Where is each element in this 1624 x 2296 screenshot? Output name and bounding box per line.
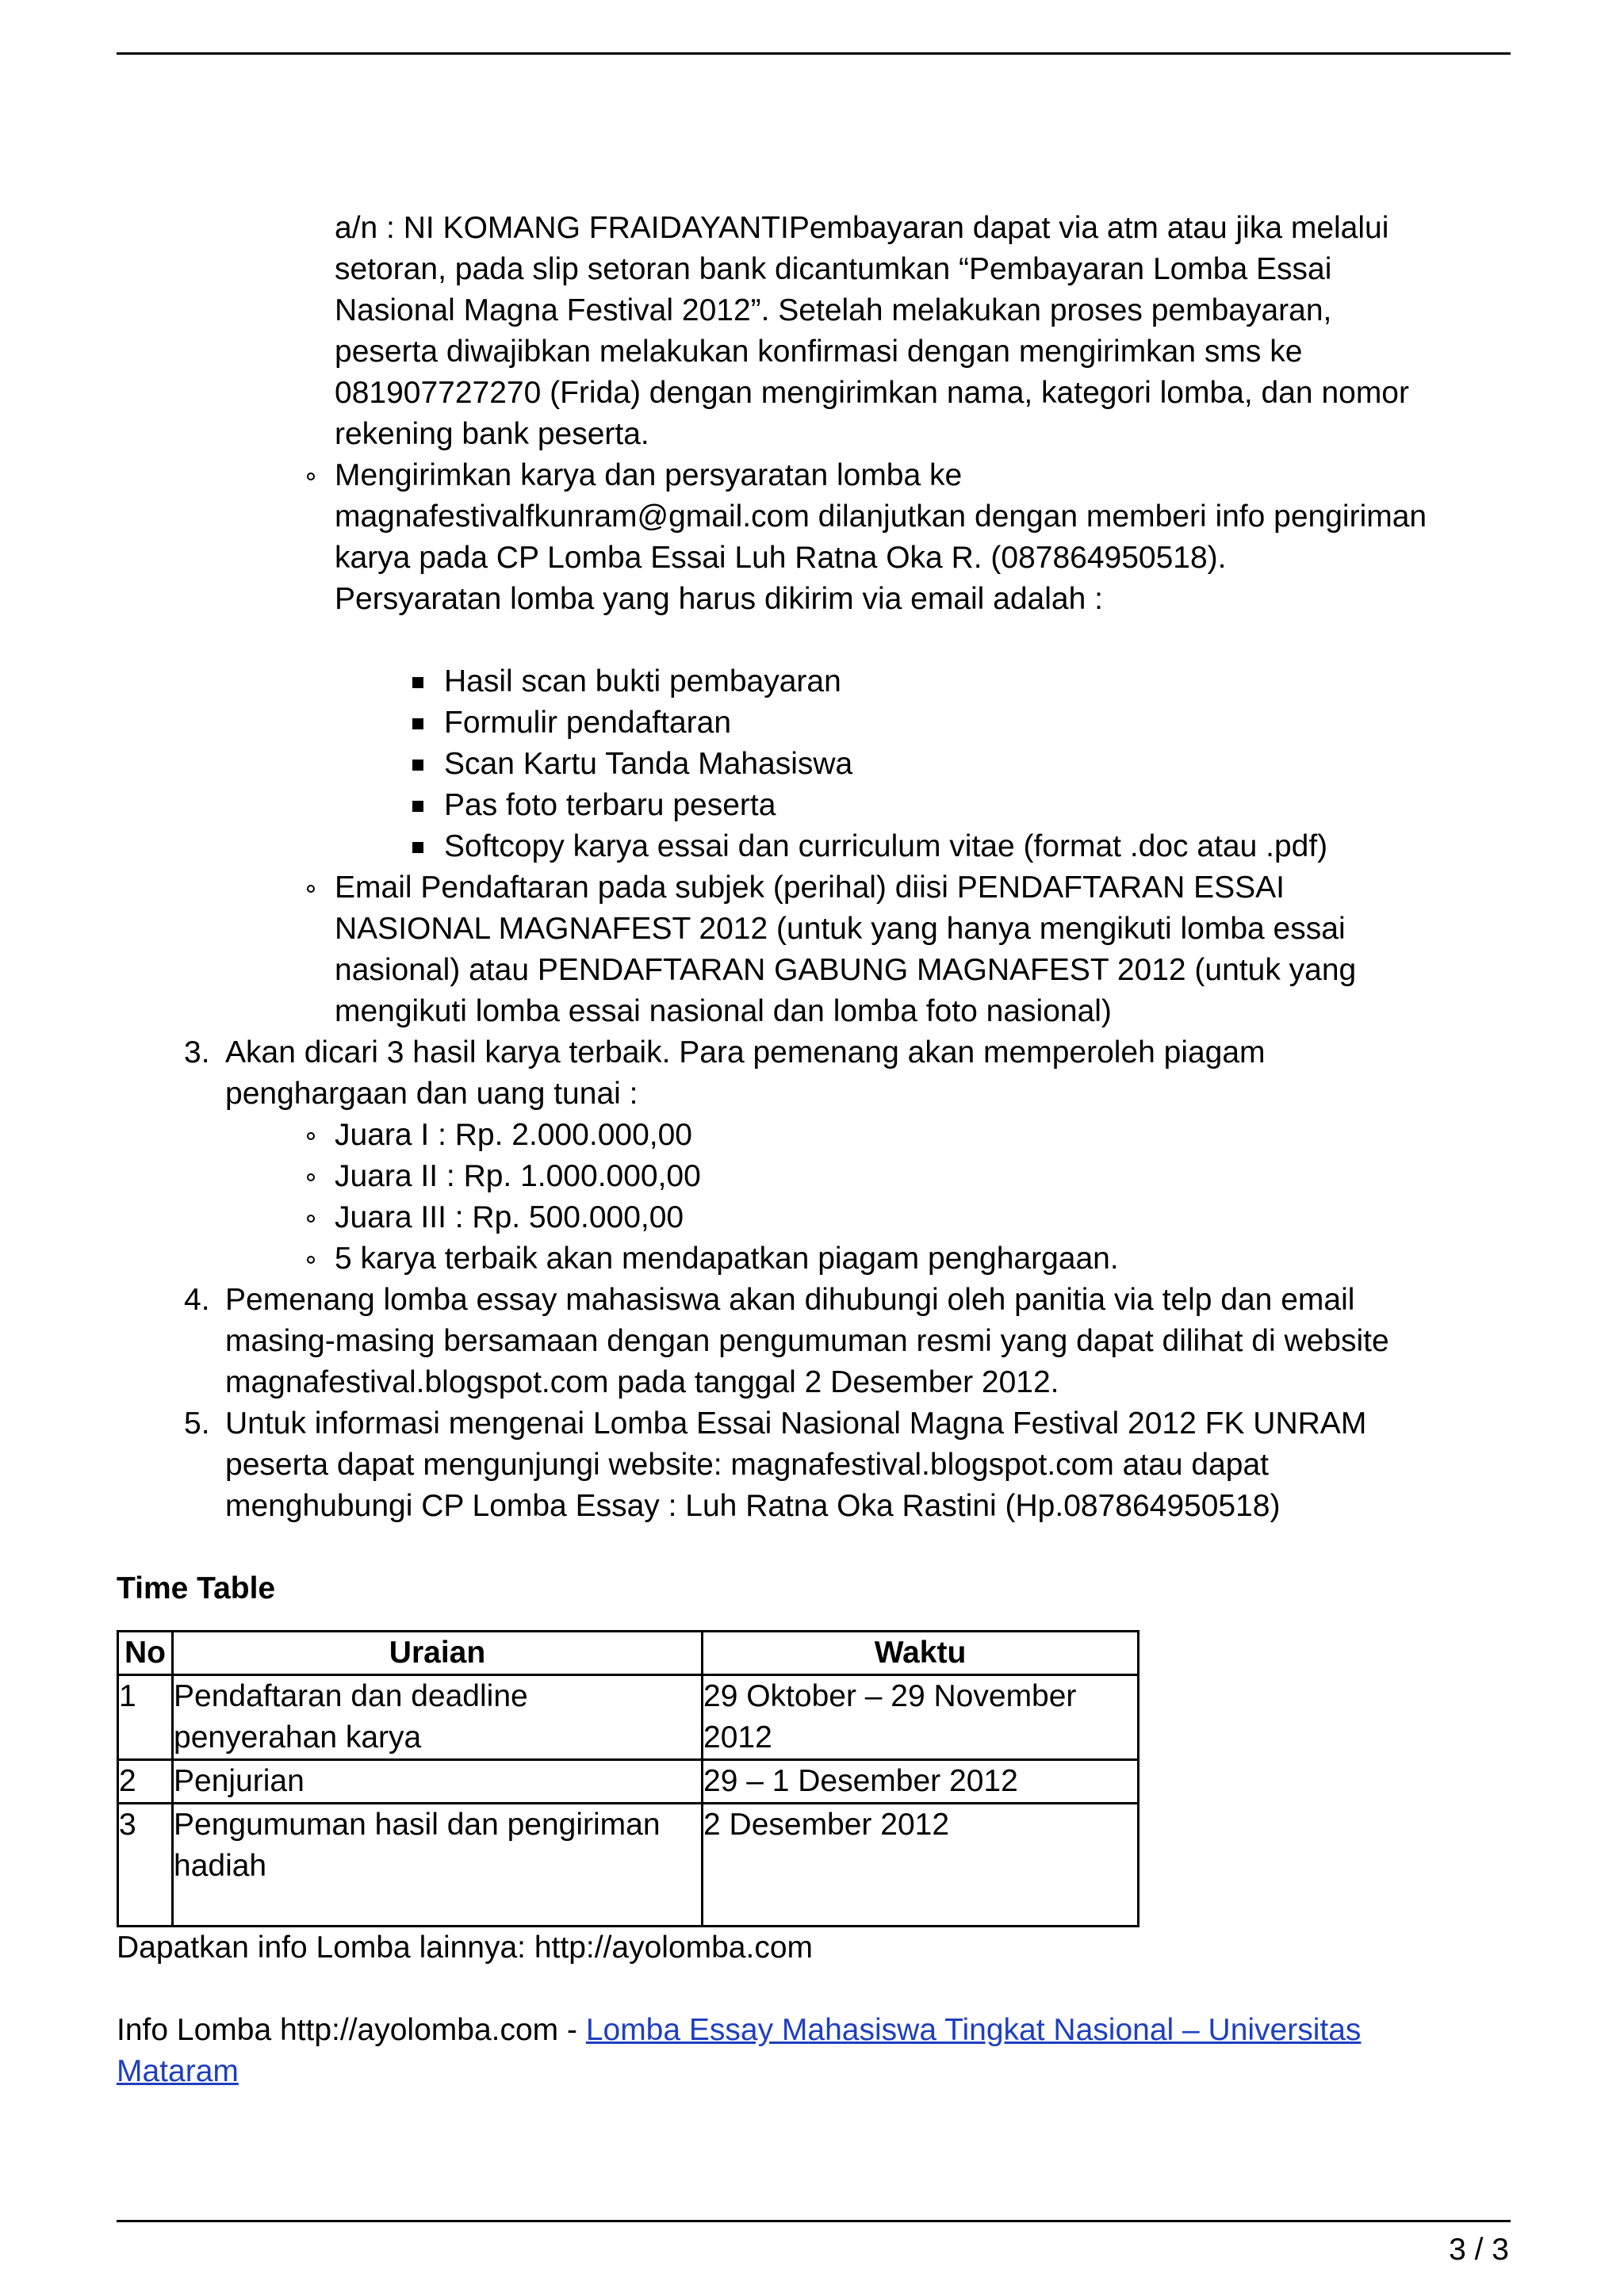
text-line: magnafestival.blogspot.com pada tanggal 2 Desember 2012.: [225, 1365, 1059, 1399]
item-number: 4.: [184, 1283, 210, 1317]
circle-bullet-icon: [307, 1215, 315, 1223]
text-line: Mengirimkan karya dan persyaratan lomba ke: [335, 458, 963, 492]
text-line: penghargaan dan uang tunai :: [225, 1077, 638, 1111]
list-item: [117, 785, 1511, 826]
list-item-text: Juara II : Rp. 1.000.000,00: [335, 1159, 701, 1193]
text-line: Email Pendaftaran pada subjek (perihal) diisi PENDAFTARAN ESSAI: [335, 871, 1285, 905]
list-item: [117, 826, 1511, 867]
list-item-send-work: [117, 455, 1511, 620]
list-item: [117, 744, 1511, 785]
list-item: [117, 661, 1511, 702]
cell-line: Pendaftaran dan deadline: [174, 1679, 528, 1713]
cell-line: 2012: [703, 1720, 772, 1755]
info-line: Dapatkan info Lomba lainnya: http://ayolomba.com: [117, 1931, 814, 1965]
requirements-list: [117, 661, 1511, 867]
cell-waktu: [703, 1804, 1139, 1927]
text-line: Akan dicari 3 hasil karya terbaik. Para pemenang akan memperoleh piagam: [225, 1035, 1266, 1070]
text-line: NASIONAL MAGNAFEST 2012 (untuk yang hanya mengikuti lomba essai: [335, 912, 1346, 946]
text-line: karya pada CP Lomba Essai Luh Ratna Oka R. (087864950518).: [335, 541, 1227, 575]
timetable-heading: Time Table: [117, 1571, 276, 1605]
numbered-item-4: [117, 1280, 1511, 1403]
list-item-email-subject: [117, 867, 1511, 1032]
text-line: rekening bank peserta.: [335, 417, 649, 451]
table-row: [118, 1675, 1139, 1760]
document-body: [117, 208, 1511, 2092]
text-line: menghubungi CP Lomba Essay : Luh Ratna Oka Rastini (Hp.087864950518): [225, 1489, 1281, 1523]
item-number: 5.: [184, 1406, 210, 1441]
footer-source: [117, 2010, 1511, 2092]
table-row: [118, 1760, 1139, 1804]
timetable: [117, 1630, 1139, 1927]
circle-bullet-icon: [307, 1132, 315, 1140]
cell-line: hadiah: [174, 1849, 267, 1883]
circle-bullet-icon: [307, 1256, 315, 1264]
text-line: nasional) atau PENDAFTARAN GABUNG MAGNAFEST 2012 (untuk yang: [335, 953, 1357, 987]
prize-list: [117, 1115, 1511, 1280]
table-header-row: [118, 1632, 1139, 1675]
cell-line: 2 Desember 2012: [703, 1808, 950, 1842]
text-line: Untuk informasi mengenai Lomba Essai Nasional Magna Festival 2012 FK UNRAM: [225, 1406, 1367, 1441]
cell-line: 29 Oktober – 29 November: [703, 1679, 1077, 1713]
article-link-continued[interactable]: Mataram: [117, 2054, 239, 2088]
cell-line: Penjurian: [174, 1764, 304, 1798]
bottom-rule: [117, 2220, 1511, 2222]
cell-waktu: [703, 1675, 1139, 1760]
cell-line: 29 – 1 Desember 2012: [703, 1764, 1018, 1798]
square-bullet-icon: [412, 760, 423, 771]
list-item: [117, 1115, 1511, 1156]
square-bullet-icon: [412, 801, 423, 812]
circle-bullet-icon: [307, 1173, 315, 1181]
top-rule: [117, 52, 1511, 55]
square-bullet-icon: [412, 718, 423, 729]
article-link[interactable]: Lomba Essay Mahasiswa Tingkat Nasional – Universitas: [585, 2013, 1362, 2047]
cell-line: Pengumuman hasil dan pengiriman: [174, 1808, 661, 1842]
cell-uraian: [173, 1760, 703, 1804]
column-header-no: No: [118, 1632, 173, 1675]
list-item-text: Hasil scan bukti pembayaran: [444, 664, 841, 698]
text-line: Pemenang lomba essay mahasiswa akan dihubungi oleh panitia via telp dan email: [225, 1283, 1355, 1317]
text-line: masing-masing bersamaan dengan pengumuman resmi yang dapat dilihat di website: [225, 1324, 1389, 1358]
text-line: setoran, pada slip setoran bank dicantumkan “Pembayaran Lomba Essai: [335, 252, 1332, 286]
list-item-text: 5 karya terbaik akan mendapatkan piagam penghargaan.: [335, 1242, 1119, 1276]
list-item: [117, 1238, 1511, 1280]
numbered-item-5: [117, 1403, 1511, 1527]
table-row: [118, 1804, 1139, 1927]
column-header-uraian: Uraian: [173, 1632, 703, 1675]
square-bullet-icon: [412, 677, 423, 688]
list-item: [117, 702, 1511, 744]
text-line: a/n : NI KOMANG FRAIDAYANTIPembayaran dapat via atm atau jika melalui: [335, 211, 1389, 245]
text-line: peserta dapat mengunjungi website: magnafestival.blogspot.com atau dapat: [225, 1448, 1270, 1482]
text-line: peserta diwajibkan melakukan konfirmasi dengan mengirimkan sms ke: [335, 335, 1303, 369]
list-item: [117, 1156, 1511, 1197]
list-item: [117, 1197, 1511, 1238]
list-item-text: Juara III : Rp. 500.000,00: [335, 1200, 684, 1234]
text-line: mengikuti lomba essai nasional dan lomba foto nasional): [335, 994, 1112, 1028]
spacer: [117, 620, 1511, 661]
cell-no: 1: [118, 1675, 173, 1760]
list-item-text: Scan Kartu Tanda Mahasiswa: [444, 747, 853, 781]
cell-uraian: [173, 1675, 703, 1760]
page-number: 3 / 3: [1449, 2233, 1509, 2267]
circle-bullet-icon: [307, 885, 315, 893]
cell-no: 3: [118, 1804, 173, 1927]
cell-uraian: [173, 1804, 703, 1927]
cell-waktu: [703, 1760, 1139, 1804]
payment-paragraph: [335, 208, 1511, 455]
list-item-text: Formulir pendaftaran: [444, 706, 732, 740]
numbered-item-3: [117, 1032, 1511, 1115]
text-line: magnafestivalfkunram@gmail.com dilanjutkan dengan memberi info pengiriman: [335, 499, 1427, 534]
column-header-waktu: Waktu: [703, 1632, 1139, 1675]
square-bullet-icon: [412, 842, 423, 853]
source-prefix: Info Lomba http://ayolomba.com -: [117, 2013, 586, 2047]
list-item-text: Pas foto terbaru peserta: [444, 788, 776, 822]
list-item-text: Juara I : Rp. 2.000.000,00: [335, 1118, 692, 1152]
cell-no: 2: [118, 1760, 173, 1804]
circle-bullet-icon: [307, 473, 315, 480]
list-item-text: Softcopy karya essai dan curriculum vitae (format .doc atau .pdf): [444, 829, 1328, 863]
cell-line: penyerahan karya: [174, 1720, 422, 1755]
text-line: 081907727270 (Frida) dengan mengirimkan nama, kategori lomba, dan nomor: [335, 376, 1409, 410]
spacer: [117, 1969, 1511, 2010]
text-line: Nasional Magna Festival 2012”. Setelah melakukan proses pembayaran,: [335, 293, 1332, 327]
text-line: Persyaratan lomba yang harus dikirim via email adalah :: [335, 582, 1103, 616]
item-number: 3.: [184, 1035, 210, 1070]
